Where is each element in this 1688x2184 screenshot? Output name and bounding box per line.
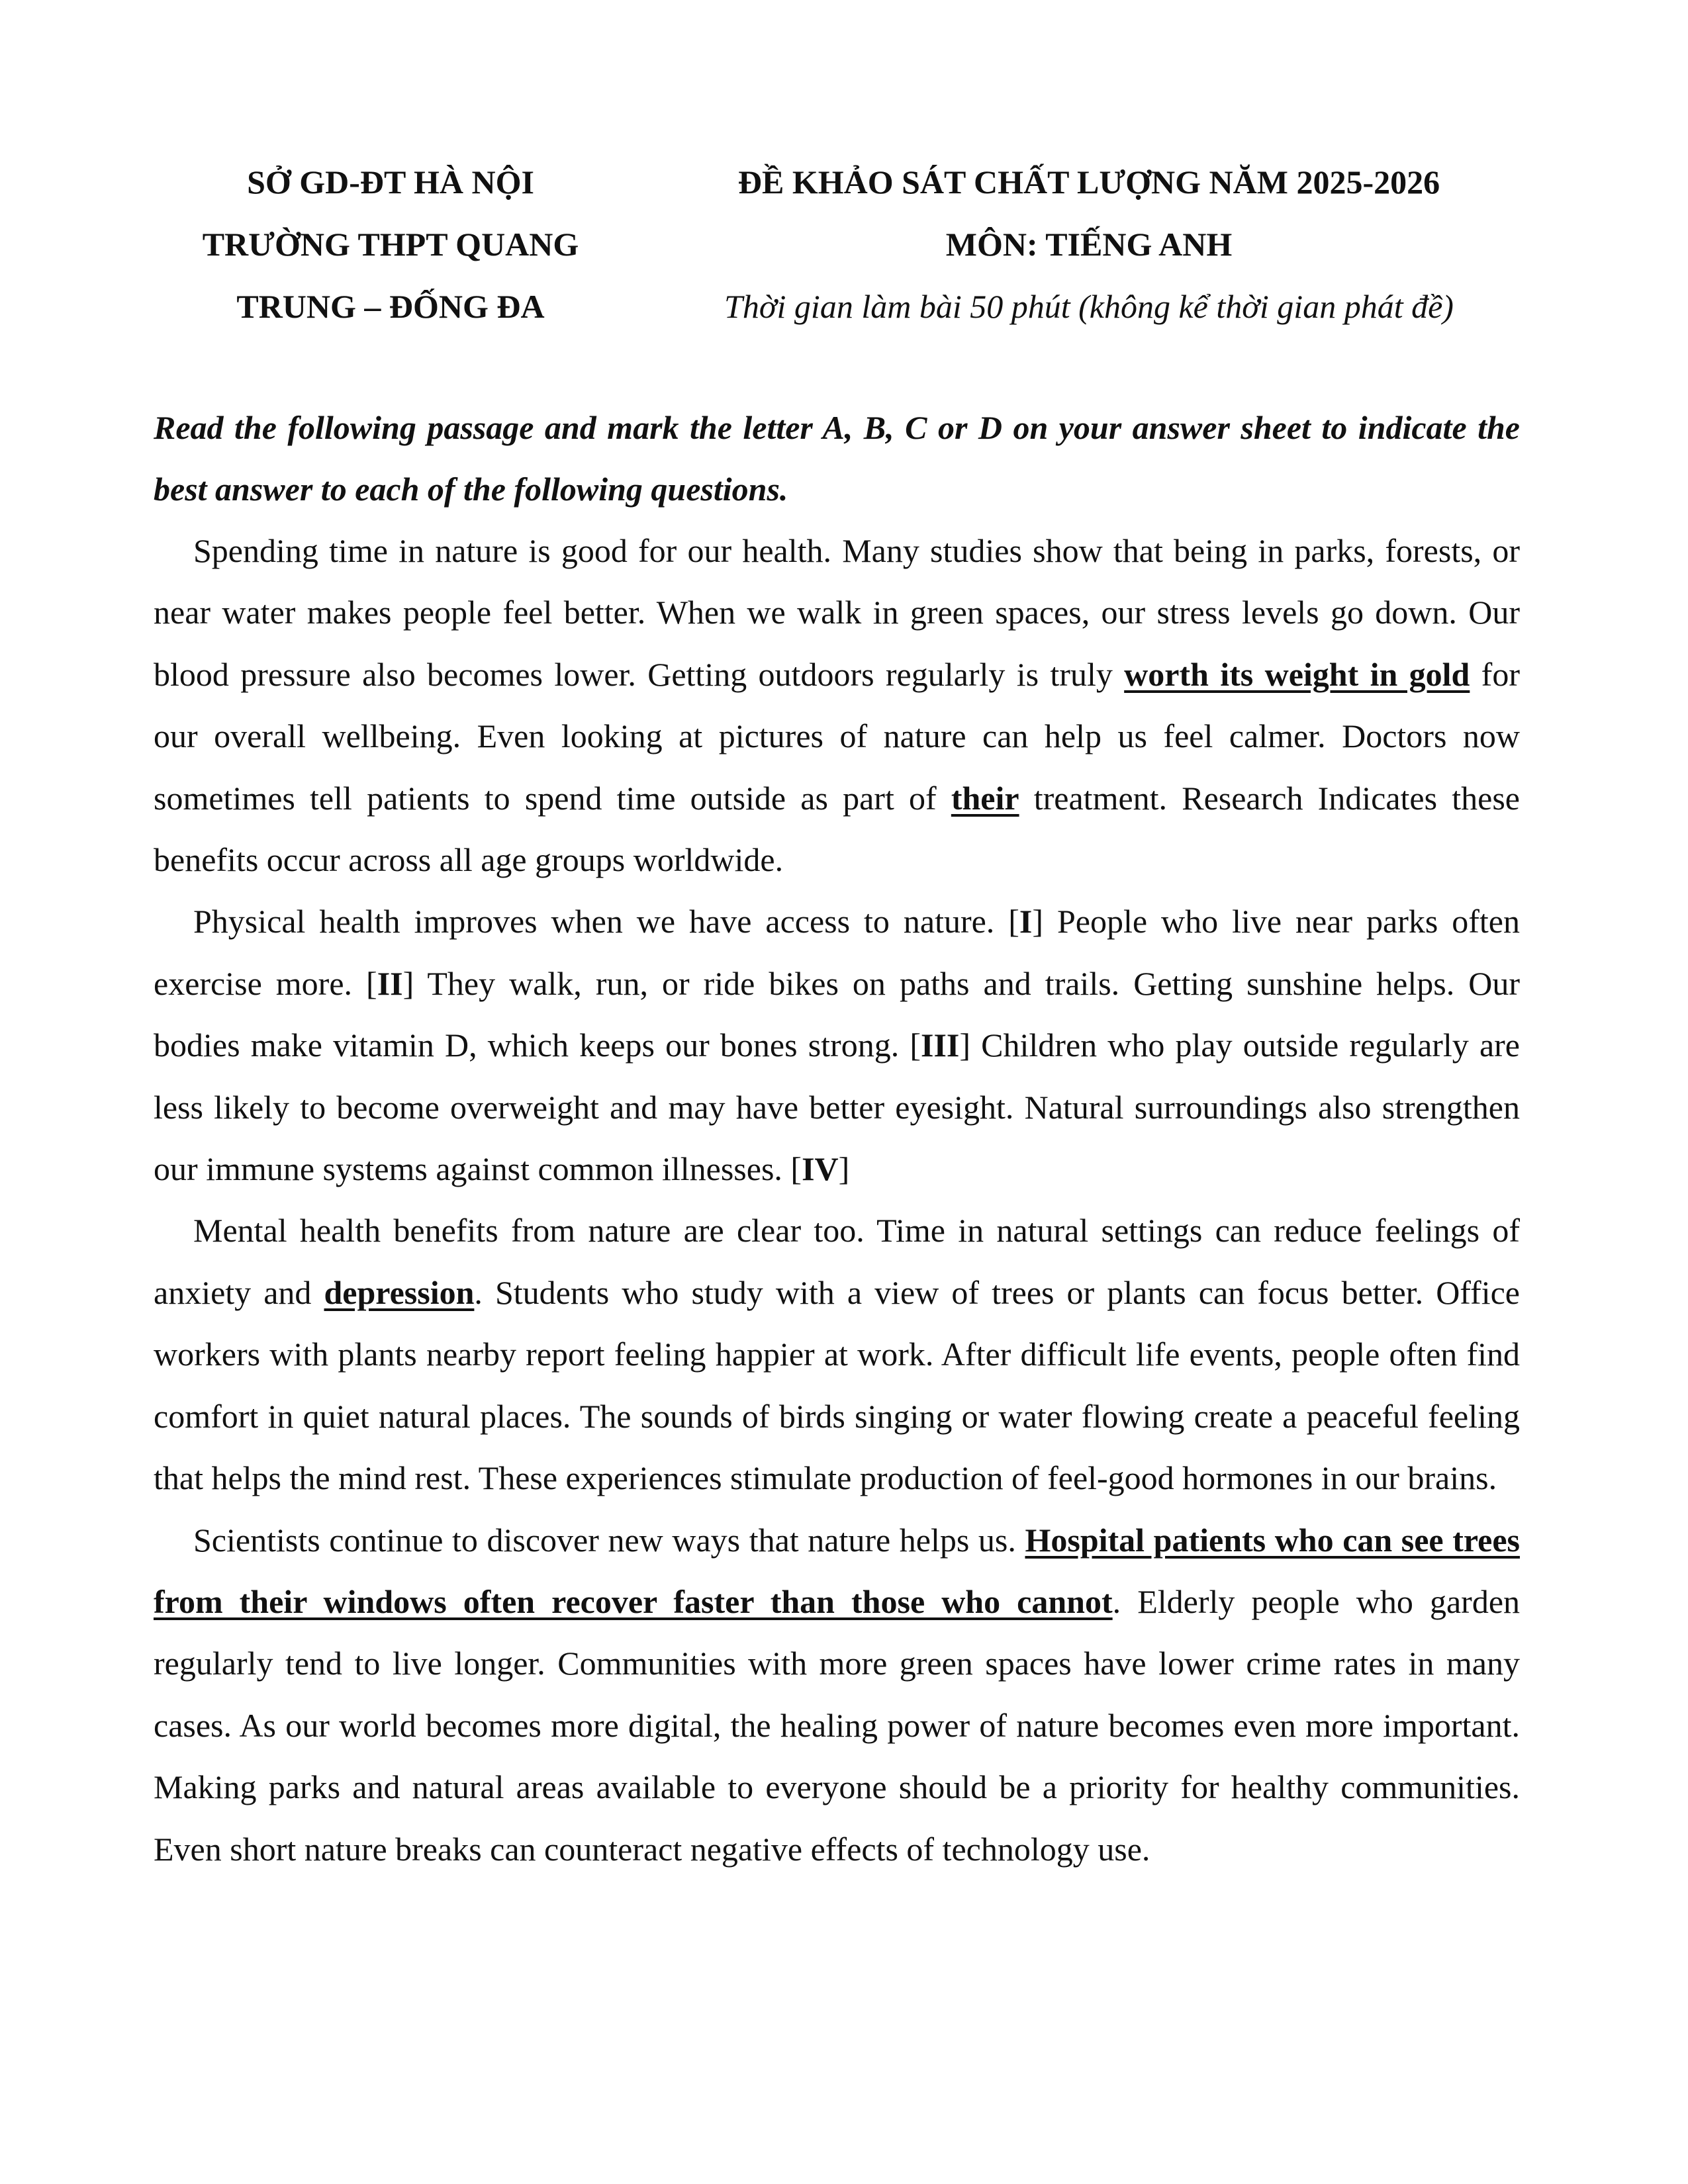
paragraph-text: Mental health benefits from nature are clear too. Time in natural settings can reduce feelings of anxiety and	[154, 1212, 1520, 1311]
paragraph-text: ] Children who play outside regularly are less likely to become overweight and may have better eyesight. Natural surroundings also strengthen our immune systems against common illnesses. [	[154, 1026, 1520, 1188]
insertion-marker-iii: III	[920, 1026, 960, 1064]
paragraph-text: Scientists continue to discover new ways that nature helps us.	[193, 1521, 1025, 1559]
exam-content	[154, 397, 1520, 1880]
exam-subject: MÔN: TIẾNG ANH	[945, 226, 1233, 263]
paragraph-text: for our overall wellbeing. Even looking at pictures of nature can help us feel calmer. Doctors now sometimes tell patients to spend time outside as part of	[154, 655, 1520, 817]
paragraph-text: . Students who study with a view of trees or plants can focus better. Office workers with plants nearby report feeling happier at work. After difficult life events, people often find comfort in quiet natural places. The sounds of birds singing or water flowing create a peaceful feeling that helps the mind rest. These experiences stimulate production of feel-good hormones in our brains.	[154, 1273, 1520, 1497]
underlined-phrase-worth-its-weight: worth its weight in gold	[1124, 655, 1470, 693]
insertion-marker-ii: II	[377, 964, 403, 1002]
paragraph-text: ] They walk, run, or ride bikes on paths and trails. Getting sunshine helps. Our bodies make vitamin D, which keeps our bones strong. [	[154, 964, 1520, 1064]
paragraph-text: treatment. Research Indicates these benefits occur across all age groups worldwide.	[154, 779, 1520, 879]
exam-duration: Thời gian làm bài 50 phút (không kể thời gian phát đề)	[724, 288, 1454, 325]
insertion-marker-i: I	[1019, 903, 1033, 940]
passage-paragraph-2	[154, 891, 1520, 1200]
paragraph-text: ]	[838, 1150, 850, 1188]
passage-paragraph-3	[154, 1200, 1520, 1509]
school-name-line2: TRUNG – ĐỐNG ĐA	[236, 288, 545, 325]
insertion-marker-iv: IV	[802, 1150, 839, 1188]
underlined-sentence-hospital-patients: Hospital patients who can see trees from their windows often recover faster than those who cannot	[154, 1521, 1520, 1620]
paragraph-text: Spending time in nature is good for our health. Many studies show that being in parks, forests, or near water makes people feel better. When we walk in green spaces, our stress levels go down. Our blood pressure also becomes lower. Getting outdoors regularly is truly	[154, 532, 1520, 693]
paragraph-text: . Elderly people who garden regularly tend to live longer. Communities with more green spaces have lower crime rates in many cases. As our world becomes more digital, the healing power of nature becomes even more important. Making parks and natural areas available to everyone should be a priority for healthy communities. Even short nature breaks can counteract negative effects of technology use.	[154, 1582, 1521, 1868]
department-name: SỞ GD-ĐT HÀ NỘI	[247, 163, 534, 201]
underlined-word-depression: depression	[324, 1273, 475, 1311]
exam-header	[0, 151, 1688, 336]
paragraph-text: Physical health improves when we have access to nature. [	[193, 903, 1019, 940]
instruction: Read the following passage and mark the letter A, B, C or D on your answer sheet to indicate the best answer to each of the following questions.	[154, 409, 1520, 508]
school-info	[152, 151, 629, 338]
passage-paragraph-1	[154, 520, 1520, 891]
school-name-line1: TRƯỜNG THPT QUANG	[202, 226, 579, 263]
paragraph-text: ] People who live near parks often exercise more. [	[154, 903, 1521, 1002]
underlined-word-their: their	[951, 779, 1019, 817]
exam-title: ĐỀ KHẢO SÁT CHẤT LƯỢNG NĂM 2025-2026	[737, 163, 1440, 201]
passage-paragraph-4	[154, 1510, 1520, 1880]
exam-info	[652, 151, 1526, 338]
